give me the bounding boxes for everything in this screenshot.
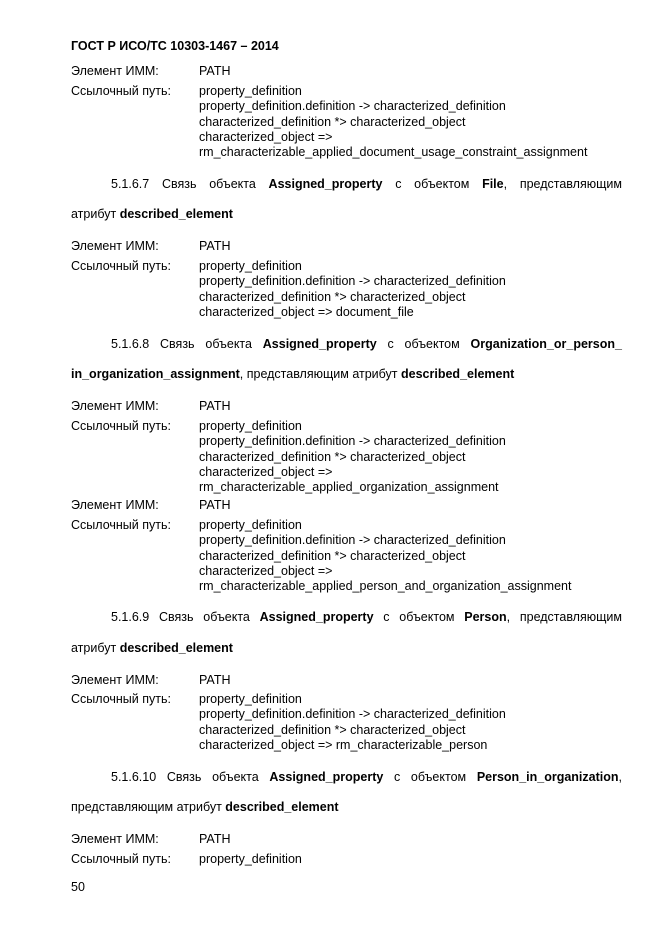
path-line: characterized_object => bbox=[199, 129, 333, 144]
path-label: Ссылочный путь: bbox=[71, 84, 171, 98]
element-value: PATH bbox=[199, 64, 231, 78]
path-block bbox=[199, 419, 506, 495]
path-block bbox=[199, 84, 587, 160]
document-header: ГОСТ Р ИСО/ТС 10303-1467 – 2014 bbox=[71, 39, 279, 53]
path-label: Ссылочный путь: bbox=[71, 852, 171, 866]
path-line: characterized_object => rm_characterizable_person bbox=[199, 737, 488, 752]
path-label: Ссылочный путь: bbox=[71, 518, 171, 532]
element-value: PATH bbox=[199, 498, 231, 512]
path-line: characterized_definition *> characterized_object bbox=[199, 449, 466, 464]
element-value: PATH bbox=[199, 239, 231, 253]
path-block bbox=[199, 852, 302, 867]
path-line: characterized_object => bbox=[199, 464, 333, 479]
path-block bbox=[199, 259, 506, 320]
section-heading-cont: in_organization_assignment, представляющим атрибут described_element bbox=[71, 367, 515, 381]
path-block bbox=[199, 692, 506, 753]
path-label: Ссылочный путь: bbox=[71, 692, 171, 706]
section-heading-cont: атрибут described_element bbox=[71, 641, 233, 655]
element-value: PATH bbox=[199, 673, 231, 687]
path-label: Ссылочный путь: bbox=[71, 259, 171, 273]
path-block bbox=[199, 518, 571, 594]
path-line: characterized_object => bbox=[199, 563, 333, 578]
element-label: Элемент ИММ: bbox=[71, 498, 159, 512]
path-line: property_definition bbox=[199, 852, 302, 866]
path-line: rm_characterizable_applied_organization_assignment bbox=[199, 480, 499, 495]
path-line: property_definition bbox=[199, 692, 302, 706]
element-value: PATH bbox=[199, 832, 231, 846]
element-label: Элемент ИММ: bbox=[71, 64, 159, 78]
path-label: Ссылочный путь: bbox=[71, 419, 171, 433]
section-heading-cont: представляющим атрибут described_element bbox=[71, 800, 339, 814]
section-heading: 5.1.6.8 Связь объекта Assigned_property с объектом Organization_or_person_ bbox=[111, 337, 622, 351]
element-label: Элемент ИММ: bbox=[71, 673, 159, 687]
element-label: Элемент ИММ: bbox=[71, 832, 159, 846]
path-line: characterized_definition *> characterized_object bbox=[199, 289, 466, 304]
path-line: property_definition.definition -> characterized_definition bbox=[199, 274, 506, 289]
section-heading: 5.1.6.10 Связь объекта Assigned_property с объектом Person_in_organization, bbox=[111, 770, 622, 784]
section-heading-cont: атрибут described_element bbox=[71, 207, 233, 221]
path-line: characterized_definition *> characterized_object bbox=[199, 722, 466, 737]
path-line: property_definition.definition -> characterized_definition bbox=[199, 533, 506, 548]
path-line: characterized_definition *> characterized_object bbox=[199, 548, 466, 563]
path-line: rm_characterizable_applied_document_usage_constraint_assignment bbox=[199, 145, 588, 160]
path-line: characterized_object => document_file bbox=[199, 304, 414, 319]
path-line: property_definition.definition -> characterized_definition bbox=[199, 99, 506, 114]
element-label: Элемент ИММ: bbox=[71, 399, 159, 413]
path-line: rm_characterizable_applied_person_and_organization_assignment bbox=[199, 579, 572, 594]
path-line: property_definition bbox=[199, 419, 302, 433]
path-line: characterized_definition *> characterized_object bbox=[199, 114, 466, 129]
path-line: property_definition.definition -> characterized_definition bbox=[199, 434, 506, 449]
path-line: property_definition bbox=[199, 518, 302, 532]
section-heading: 5.1.6.9 Связь объекта Assigned_property с объектом Person, представляющим bbox=[111, 610, 622, 624]
path-line: property_definition.definition -> characterized_definition bbox=[199, 707, 506, 722]
page-number: 50 bbox=[71, 880, 85, 894]
path-line: property_definition bbox=[199, 84, 302, 98]
element-value: PATH bbox=[199, 399, 231, 413]
section-heading: 5.1.6.7 Связь объекта Assigned_property с объектом File, представляющим bbox=[111, 177, 622, 191]
path-line: property_definition bbox=[199, 259, 302, 273]
element-label: Элемент ИММ: bbox=[71, 239, 159, 253]
